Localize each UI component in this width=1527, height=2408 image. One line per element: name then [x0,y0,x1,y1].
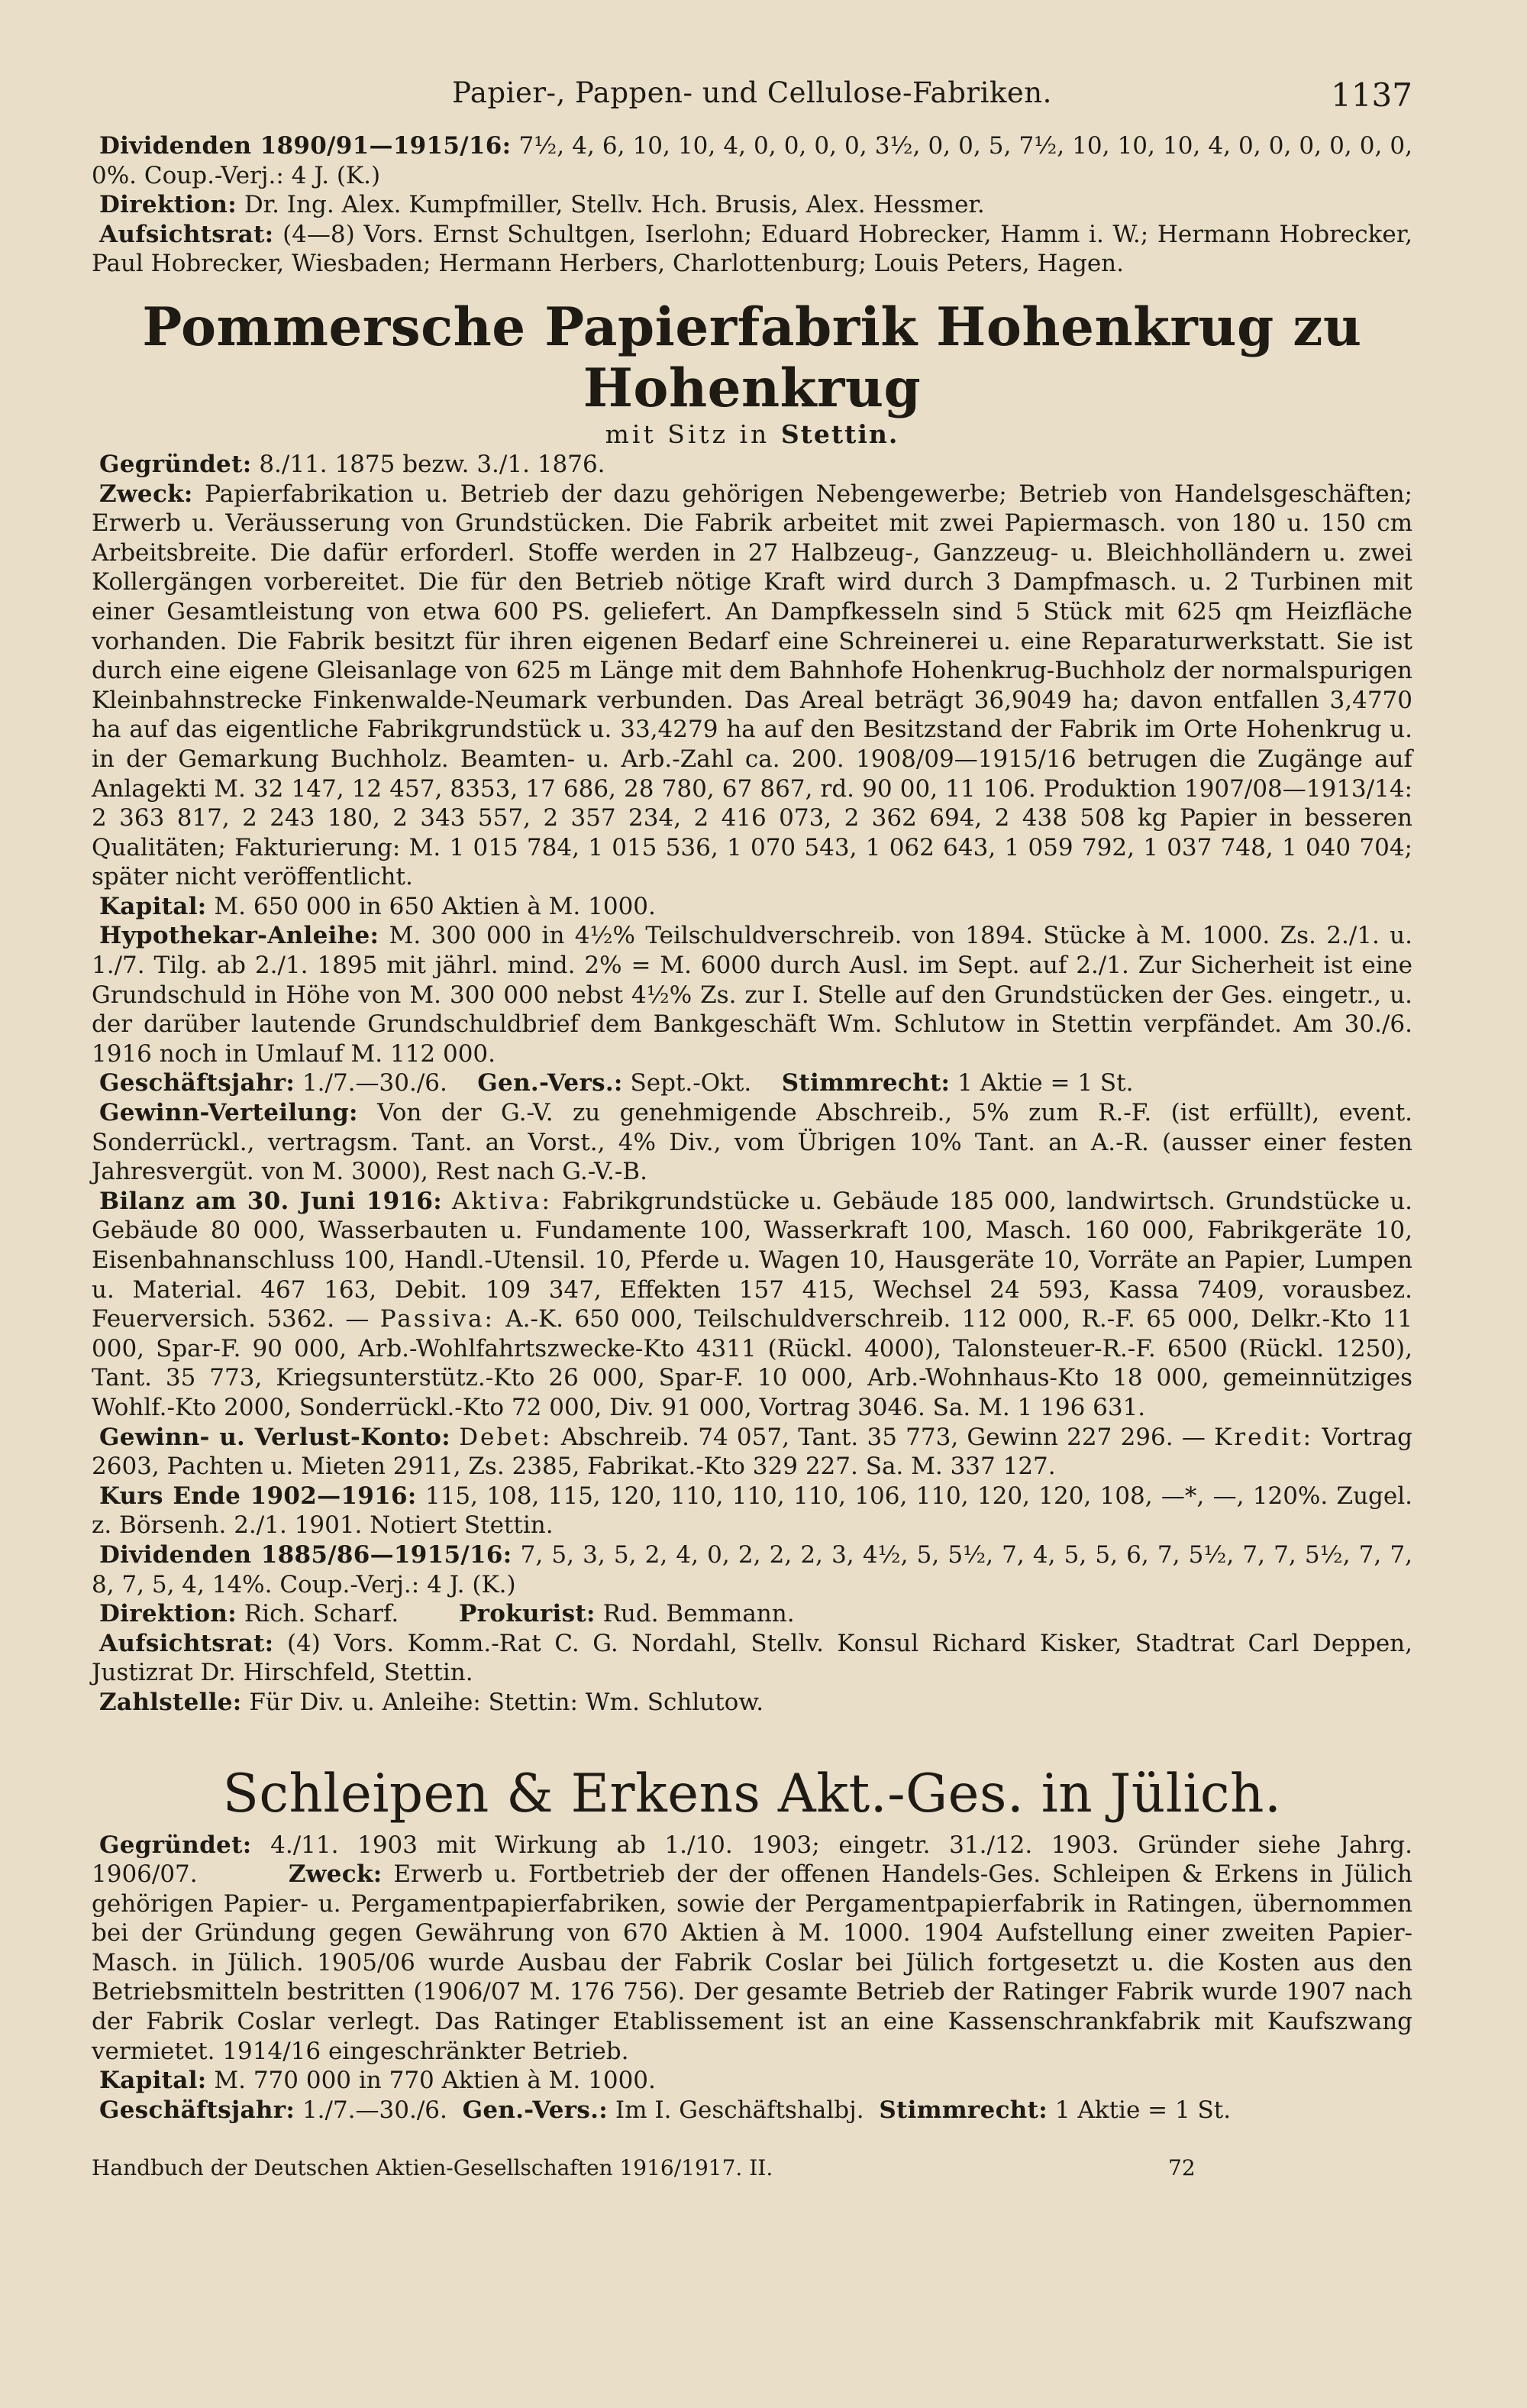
dividenden-text: 7, 5, 3, 5, 2, 4, 0, 2, 2, 2, 3, 4½, 5, 5½, 7, 4, 5, 5, 6, 7, 5½, 7, 7, 5½, 7, 7, 8, 7, 5, 4, 14%. Coup.-Verj.: 4 J. (K.) [92,1540,1412,1598]
direktion-label: Direktion: [99,191,237,219]
seat-city: Stettin. [780,419,899,449]
guv-paragraph [92,1423,1412,1482]
hypothekar-paragraph [92,921,1412,1068]
gegruendet-text: 8./11. 1875 bezw. 3./1. 1876. [259,450,605,478]
zahlstelle-label: Zahlstelle: [99,1688,242,1716]
kapital-label: Kapital: [99,2067,207,2095]
guv-label: Gewinn- u. Verlust-Konto: [99,1423,450,1451]
hypothekar-label: Hypothekar-Anleihe: [99,922,379,950]
direktion-text: Dr. Ing. Alex. Kumpfmiller, Stellv. Hch. Brusis, Alex. Hessmer. [244,191,985,219]
zweck-label: Zweck: [288,1860,383,1889]
aktiva-text: Fabrikgrundstücke u. Gebäude 185 000, landwirtsch. Grundstücke u. Gebäude 80 000, Wasserbauten u. Fundamente 100, Wasserkraft 100, Masch. 160 000, Fabrikgeräte 10, Eisenbahnanschluss 100, Handl.-Utensil. 10, Pferde u. Wagen 10, Hausgeräte 10, Vorräte an Papier, Lumpen u. Material. 467 163, Debit. 109 347, Effekten 157 415, Wechsel 24 593, Kassa 7409, vorausbez. Feuerversich. 5362. — [92,1187,1413,1333]
passiva-text: A.-K. 650 000, Teilschuldverschreib. 112 000, R.-F. 65 000, Delkr.-Kto 11 000, Spar-F. 90 000, Arb.-Wohlfahrtszwecke-Kto 4311 (Rückl. 4000), Talonsteuer-R.-F. 6500 (Rückl. 1250), Tant. 35 773, Kriegsunterstütz.-Kto 26 000, Spar-F. 10 000, Arb.-Wohnhaus-Kto 18 000, gemeinnütziges Wohlf.-Kto 2000, Sonderrückl.-Kto 72 000, Div. 91 000, Vortrag 3046. Sa. M. 1 196 631. [92,1305,1413,1421]
kapital-paragraph [92,892,1412,922]
page-footer [92,2155,1412,2186]
geschaeftsjahr-label: Geschäftsjahr: [99,2096,295,2124]
aufsichtsrat-text: (4) Vors. Komm.-Rat C. G. Nordahl, Stellv. Konsul Richard Kisker, Stadtrat Carl Deppen, Justizrat Dr. Hirschfeld, Stettin. [92,1629,1412,1687]
direktion-paragraph [92,1599,1412,1629]
kapital-text: M. 770 000 in 770 Aktien à M. 1000. [214,2067,656,2095]
zweck-paragraph [92,480,1412,892]
seat-prefix: mit Sitz in [605,419,770,449]
genvers-text: Sept.-Okt. [630,1069,752,1097]
debet-text: Abschreib. 74 057, Tant. 35 773, Gewinn 227 296. — [560,1423,1206,1451]
dividenden-paragraph [92,1540,1412,1599]
stimmrecht-text: 1 Aktie = 1 St. [957,1069,1134,1097]
debet-label: Debet: [459,1423,553,1451]
geschaeftsjahr-paragraph [92,2096,1412,2125]
footer-signature: 72 [1168,2155,1196,2181]
gegruendet-text: 4./11. 1903 mit Wirkung ab 1./10. 1903; eingetr. 31./12. 1903. Gründer siehe Jahrg. 1906/07. [92,1831,1412,1889]
footer-source: Handbuch der Deutschen Aktien-Gesellschaften 1916/1917. II. [92,2155,773,2181]
stimmrecht-label: Stimmrecht: [781,1069,951,1097]
zahlstelle-paragraph [92,1688,1412,1718]
gewinn-text: Von der G.-V. zu genehmigende Abschreib., 5% zum R.-F. (ist erfüllt), event. Sonderrückl., vertragsm. Tant. an Vorst., 4% Div., vom Übrigen 10% Tant. an A.-R. (ausser einer festen Jahresvergüt. von M. 3000), Rest nach G.-V.-B. [92,1099,1413,1186]
intro-aufsichtsrat [92,220,1412,279]
company-entry-schleipen-erkens [92,1763,1412,2125]
hypothekar-text: M. 300 000 in 4½% Teilschuldverschreib. von 1894. Stücke à M. 1000. Zs. 2./1. u. 1./7. Tilg. ab 2./1. 1895 mit jährl. mind. 2% = M. 6000 durch Ausl. im Sept. auf 2./1. Zur Sicherheit ist eine Grundschuld in Höhe von M. 300 000 nebst 4½% Zs. zur I. Stelle auf den Grundstücken der Ges. eingetr., u. der darüber lautende Grundschuldbrief dem Bankgeschäft Wm. Schlutow in Stettin verpfändet. Am 30./6. 1916 noch in Umlauf M. 112 000. [92,922,1412,1068]
company-seat [92,419,1412,450]
genvers-label: Gen.-Vers.: [477,1069,623,1097]
bilanz-paragraph [92,1187,1412,1423]
aufsichtsrat-label: Aufsichtsrat: [99,1629,274,1657]
aufsichtsrat-label: Aufsichtsrat: [99,220,274,248]
page-number: 1137 [1331,76,1412,114]
zweck-text: Papierfabrikation u. Betrieb der dazu gehörigen Nebengewerbe; Betrieb von Handelsgeschäften; Erwerb u. Veräusserung von Grundstücken. Die Fabrik arbeitet mit zwei Papiermasch. von 180 u. 150 cm Arbeitsbreite. Die dafür erforderl. Stoffe werden in 27 Halbzeug-, Ganzzeug- u. Bleichholländern u. zwei Kollergängen vorbereitet. Die für den Betrieb nötige Kraft wird durch 3 Dampfmasch. u. 2 Turbinen mit einer Gesamtleistung von etwa 600 PS. geliefert. An Dampfkesseln sind 5 Stück mit 625 qm Heizfläche vorhanden. Die Fabrik besitzt für ihren eigenen Bedarf eine Schreinerei u. eine Reparaturwerkstatt. Sie ist durch eine eigene Gleisanlage von 625 m Länge mit dem Bahnhofe Hohenkrug-Buchholz der normalspurigen Kleinbahnstrecke Finkenwalde-Neumark verbunden. Das Areal beträgt 36,9049 ha; davon entfallen 3,4770 ha auf das eigentliche Fabrikgrundstück u. 33,4279 ha auf den Besitzstand der Fabrik im Orte Hohenkrug u. in der Gemarkung Buchholz. Beamten- u. Arb.-Zahl ca. 200. 1908/09—1915/16 betrugen die Zugänge auf Anlagekti M. 32 147, 12 457, 8353, 17 686, 28 780, 67 867, rd. 90 00, 11 106. Produktion 1907/08—1913/14: 2 363 817, 2 243 180, 2 343 557, 2 357 234, 2 416 073, 2 362 694, 2 438 508 kg Papier in besseren Qualitäten; Fakturierung: M. 1 015 784, 1 015 536, 1 070 543, 1 062 643, 1 059 792, 1 037 748, 1 040 704; später nicht veröffentlicht. [92,480,1412,891]
running-title: Papier-, Pappen- und Cellulose-Fabriken. [452,76,1052,109]
direktion-text: Rich. Scharf. [244,1600,399,1628]
geschaeftsjahr-text: 1./7.—30./6. [302,2096,447,2124]
kapital-label: Kapital: [99,892,207,920]
aufsichtsrat-text: (4—8) Vors. Ernst Schultgen, Iserlohn; Eduard Hobrecker, Hamm i. W.; Hermann Hobrecker, Paul Hobrecker, Wiesbaden; Hermann Herbers, Charlottenburg; Louis Peters, Hagen. [92,220,1412,278]
gegruendet-paragraph [92,450,1412,480]
company-title: Pommersche Papierfabrik Hohenkrug zu Hohenkrug [142,296,1362,419]
geschaeftsjahr-paragraph [92,1068,1412,1098]
genvers-label: Gen.-Vers.: [462,2096,608,2124]
company-entry-pommersche [92,297,1412,1718]
kredit-text: Vortrag 2603, Pachten u. Mieten 2911, Zs. 2385, Fabrikat.-Kto 329 227. Sa. M. 337 127. [92,1423,1412,1481]
kurs-label: Kurs Ende 1902—1916: [99,1482,417,1510]
kurs-text: 115, 108, 115, 120, 110, 110, 110, 106, 110, 120, 120, 108, —*, —, 120%. Zugel. z. Börsenh. 2./1. 1901. Notiert Stettin. [92,1482,1412,1540]
intro-dividenden [92,131,1412,190]
kurs-paragraph [92,1482,1412,1540]
zweck-text: Erwerb u. Fortbetrieb der der offenen Handels-Ges. Schleipen & Erkens in Jülich gehörigen Papier- u. Pergamentpapierfabriken, sowie der Pergamentpapierfabrik in Ratingen, übernommen bei der Gründung gegen Gewährung von 670 Aktien à M. 1000. 1904 Aufstellung einer zweiten Papier-Masch. in Jülich. 1905/06 wurde Ausbau der Fabrik Coslar bei Jülich fortgesetzt u. die Kosten aus den Betriebsmitteln bestritten (1906/07 M. 176 756). Der gesamte Betrieb der Ratinger Fabrik wurde 1907 nach der Fabrik Coslar verlegt. Das Ratinger Etablissement ist an eine Kassenschrankfabrik mit Kaufszwang vermietet. 1914/16 eingeschränkter Betrieb. [92,1860,1412,2065]
aktiva-label: Aktiva: [451,1187,552,1215]
kredit-label: Kredit: [1214,1423,1314,1451]
gegruendet-zweck-paragraph [92,1831,1412,2067]
geschaeftsjahr-text: 1./7.—30./6. [302,1069,447,1097]
gegruendet-label: Gegründet: [99,450,252,478]
gewinn-label: Gewinn-Verteilung: [99,1099,358,1127]
stimmrecht-text: 1 Aktie = 1 St. [1054,2096,1232,2124]
kapital-text: M. 650 000 in 650 Aktien à M. 1000. [214,892,656,920]
stimmrecht-label: Stimmrecht: [879,2096,1048,2124]
dividenden-label: Dividenden 1885/86—1915/16: [99,1540,512,1569]
gegruendet-label: Gegründet: [99,1831,252,1859]
aufsichtsrat-paragraph [92,1629,1412,1688]
prokurist-label: Prokurist: [459,1600,596,1628]
genvers-text: Im I. Geschäftshalbj. [615,2096,864,2124]
gewinn-verteilung-paragraph [92,1098,1412,1187]
intro-section [92,131,1412,279]
bilanz-label: Bilanz am 30. Juni 1916: [99,1187,442,1215]
passiva-label: Passiva: [379,1305,495,1333]
dividenden-text: 7½, 4, 6, 10, 10, 4, 0, 0, 0, 0, 3½, 0, 0, 5, 7½, 10, 10, 10, 4, 0, 0, 0, 0, 0, 0, 0%. Coup.-Verj.: 4 J. (K.) [92,132,1412,189]
dividenden-label: Dividenden 1890/91—1915/16: [99,132,512,160]
kapital-paragraph [92,2066,1412,2096]
intro-direktion [92,190,1412,220]
running-header [92,76,1412,131]
prokurist-text: Rud. Bemmann. [602,1600,795,1628]
zahlstelle-text: Für Div. u. Anleihe: Stettin: Wm. Schlutow. [249,1688,764,1716]
direktion-label: Direktion: [99,1600,237,1628]
geschaeftsjahr-label: Geschäftsjahr: [99,1069,295,1097]
zweck-label: Zweck: [99,480,193,508]
company-title: Schleipen & Erkens Akt.-Ges. in Jülich. [222,1763,1282,1825]
